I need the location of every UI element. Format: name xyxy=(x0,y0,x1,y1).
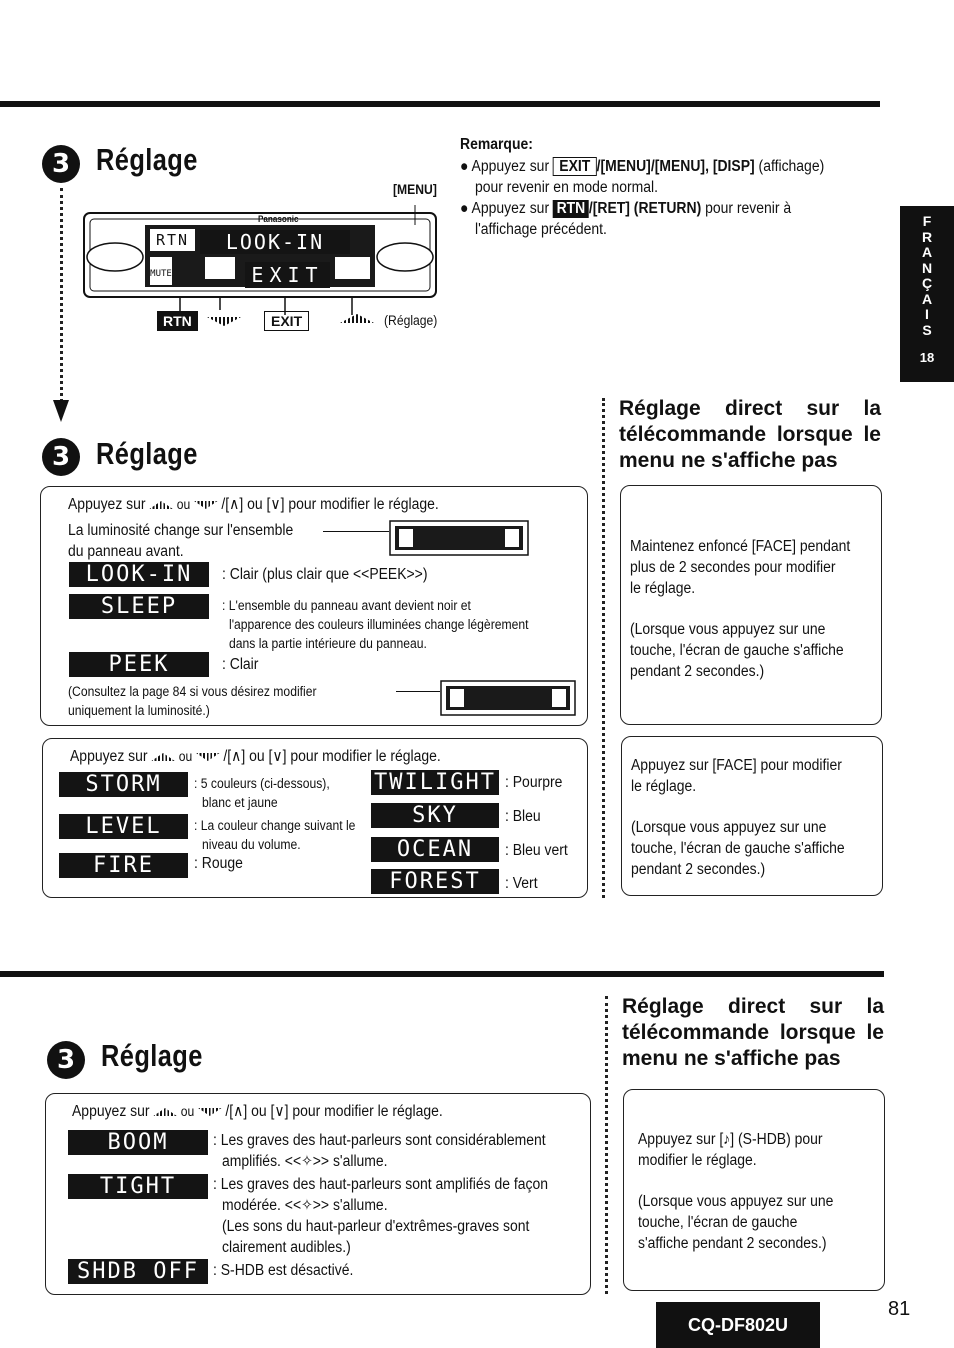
menu-label: [MENU] xyxy=(393,182,437,197)
side-tab-letter: R xyxy=(921,228,933,245)
storm-desc-2: blanc et jaune xyxy=(202,795,278,810)
intro-b: ou xyxy=(176,497,191,512)
display-brand: Panasonic xyxy=(258,214,299,224)
up-button-icon xyxy=(151,753,174,761)
remote-heading-line-3: menu ne s'affiche pas xyxy=(619,449,838,472)
note-line-2: uniquement la luminosité.) xyxy=(68,703,210,718)
remarque-bullet-1 xyxy=(460,156,824,177)
exit-button-label: EXIT xyxy=(264,311,309,331)
section-title: Réglage xyxy=(101,1038,203,1073)
intro-c: /[∧] ou [∨] pour modifier le réglage. xyxy=(221,496,439,513)
sleep-desc-3: dans la partie intérieure du panneau. xyxy=(229,636,427,651)
mode-sky: SKY xyxy=(371,803,499,828)
mode-tight: TIGHT xyxy=(68,1174,208,1199)
storm-desc-1: : 5 couleurs (ci-dessous), xyxy=(194,776,330,791)
mode-sleep: SLEEP xyxy=(69,594,209,619)
peek-desc: : Clair xyxy=(222,656,259,673)
remote-box-1 xyxy=(620,485,882,725)
remarque-bullet-1-line2: pour revenir en mode normal. xyxy=(475,179,658,196)
remote-heading-2-line-1: Réglage direct sur la xyxy=(622,995,884,1018)
up-button-icon xyxy=(153,1108,176,1116)
rtn-button-label: RTN xyxy=(157,311,198,331)
b2-post: pour revenir à xyxy=(705,200,792,217)
shdb-intro xyxy=(72,1101,443,1122)
intro-a: Appuyez sur xyxy=(72,1103,150,1120)
r1-p2-l3: pendant 2 secondes.) xyxy=(630,663,765,680)
side-tab-letter: A xyxy=(921,290,933,307)
level-desc-1: : La couleur change suivant le xyxy=(194,818,356,833)
step-number-badge: 3 xyxy=(42,145,80,183)
boom-desc-2: amplifiés. <<✧>> s'allume. xyxy=(222,1153,388,1170)
exit-key: EXIT xyxy=(553,157,597,176)
fire-desc: : Rouge xyxy=(194,855,243,872)
r1b2-p2-l1: (Lorsque vous appuyez sur une xyxy=(631,819,827,836)
shdb-off-desc: : S-HDB est désactivé. xyxy=(213,1262,354,1279)
bullet-icon: ● xyxy=(460,200,469,217)
mode-peek: PEEK xyxy=(69,652,209,677)
section-title: Réglage xyxy=(96,436,198,471)
r1b2-p2-l2: touche, l'écran de gauche s'affiche xyxy=(631,840,845,857)
box1-intro xyxy=(68,494,439,515)
sky-desc: : Bleu xyxy=(505,808,541,825)
step-number-badge: 3 xyxy=(42,438,80,476)
forest-desc: : Vert xyxy=(505,875,538,892)
r2-p1-l2: modifier le réglage. xyxy=(638,1152,757,1169)
language-side-tab xyxy=(900,206,954,382)
r2-p1-l1: Appuyez sur [♪] (S-HDB) pour xyxy=(638,1131,823,1148)
intro-a: Appuyez sur xyxy=(70,748,148,765)
display-main-text: LOOK-IN xyxy=(200,230,350,254)
dotted-connector xyxy=(60,188,63,402)
side-tab-page: 18 xyxy=(919,350,935,365)
tight-desc-3: (Les sons du haut-parleur d'extrêmes-graves sont xyxy=(222,1218,530,1235)
leader-line xyxy=(323,531,389,532)
remote-heading-line-2: télécommande lorsque le xyxy=(619,423,881,446)
intro-c: /[∧] ou [∨] pour modifier le réglage. xyxy=(223,748,441,765)
ocean-desc: : Bleu vert xyxy=(505,842,568,859)
mode-level: LEVEL xyxy=(59,814,188,839)
side-tab-letter: I xyxy=(925,306,929,322)
mini-display-icon xyxy=(440,680,576,716)
remote-heading-line-1: Réglage direct sur la xyxy=(619,397,881,420)
mode-fire: FIRE xyxy=(59,853,188,878)
remarque-bullet-2 xyxy=(460,198,791,219)
r1-p2-l2: touche, l'écran de gauche s'affiche xyxy=(630,642,844,659)
down-button-icon xyxy=(198,1108,221,1116)
column-divider xyxy=(605,996,608,1294)
b1-post: (affichage) xyxy=(758,158,825,175)
remote-box-3 xyxy=(623,1089,885,1291)
mode-boom: BOOM xyxy=(68,1130,208,1155)
down-button-icon xyxy=(196,753,219,761)
display-rtn: RTN xyxy=(150,230,195,250)
luminosity-line-2: du panneau avant. xyxy=(68,543,184,560)
top-rule xyxy=(0,101,880,107)
twilight-desc: : Pourpre xyxy=(505,774,563,791)
remote-heading-2-line-3: menu ne s'affiche pas xyxy=(622,1047,841,1070)
intro-b: ou xyxy=(178,749,193,764)
b1-pre: Appuyez sur xyxy=(471,158,550,175)
note-line-1: (Consultez la page 84 si vous désirez modifier xyxy=(68,684,317,699)
leader-line xyxy=(396,691,440,692)
arrow-down-icon xyxy=(53,400,69,422)
side-tab-letter: S xyxy=(922,321,932,338)
mode-twilight: TWILIGHT xyxy=(371,770,499,795)
r1-p2-l1: (Lorsque vous appuyez sur une xyxy=(630,621,826,638)
r2-p2-l2: touche, l'écran de gauche xyxy=(638,1214,798,1231)
r1-p1-l3: le réglage. xyxy=(630,580,696,597)
level-desc-2: niveau du volume. xyxy=(202,837,301,852)
side-tab-letter: Ç xyxy=(921,275,933,291)
display-mute: MUTE xyxy=(150,266,172,282)
r1b2-p1-l1: Appuyez sur [FACE] pour modifier xyxy=(631,757,842,774)
down-button-icon xyxy=(194,501,217,509)
remote-heading-2-line-2: télécommande lorsque le xyxy=(622,1021,884,1044)
section-title: Réglage xyxy=(96,142,198,177)
b2-keys: /[RET] (RETURN) xyxy=(588,200,702,217)
mini-display-icon xyxy=(389,520,529,556)
r1-p1-l1: Maintenez enfoncé [FACE] pendant xyxy=(630,538,851,555)
middle-rule xyxy=(0,971,884,977)
side-tab-letter: N xyxy=(921,259,933,276)
sleep-desc-1: : L'ensemble du panneau avant devient noir et xyxy=(222,598,471,613)
up-button-icon xyxy=(149,501,172,509)
r2-p2-l3: s'affiche pendant 2 secondes.) xyxy=(638,1235,827,1252)
look-in-desc: : Clair (plus clair que <<PEEK>>) xyxy=(222,566,428,583)
box2-intro xyxy=(70,746,441,767)
intro-a: Appuyez sur xyxy=(68,496,146,513)
tight-desc-1: : Les graves des haut-parleurs sont amplifiés de façon xyxy=(213,1176,548,1193)
side-tab-letter: A xyxy=(921,244,933,260)
step-number-badge: 3 xyxy=(47,1041,85,1079)
bullet-icon: ● xyxy=(460,158,469,175)
boom-desc-1: : Les graves des haut-parleurs sont considérablement xyxy=(213,1132,546,1149)
mode-look-in: LOOK-IN xyxy=(69,562,209,587)
remarque-bullet-2-line2: l'affichage précédent. xyxy=(475,221,607,238)
luminosity-line-1: La luminosité change sur l'ensemble xyxy=(68,522,294,539)
tight-desc-2: modérée. <<✧>> s'allume. xyxy=(222,1197,388,1214)
mode-shdb-off: SHDB OFF xyxy=(68,1259,208,1284)
side-tab-letter: F xyxy=(922,213,932,229)
sleep-desc-2: l'apparence des couleurs illuminées change légèrement xyxy=(229,617,529,632)
reglage-label: (Réglage) xyxy=(384,313,438,328)
column-divider xyxy=(602,398,605,898)
r1b2-p2-l3: pendant 2 secondes.) xyxy=(631,861,766,878)
intro-b: ou xyxy=(180,1104,195,1119)
b2-pre: Appuyez sur xyxy=(471,200,550,217)
r2-p2-l1: (Lorsque vous appuyez sur une xyxy=(638,1193,834,1210)
mode-storm: STORM xyxy=(59,772,188,797)
page-number: 81 xyxy=(888,1298,911,1320)
mode-forest: FOREST xyxy=(371,869,499,894)
intro-c: /[∧] ou [∨] pour modifier le réglage. xyxy=(225,1103,443,1120)
r1b2-p1-l2: le réglage. xyxy=(631,778,697,795)
mode-ocean: OCEAN xyxy=(371,837,499,862)
b1-keys: /[MENU]/[MENU], [DISP] xyxy=(596,158,755,175)
tight-desc-4: clairement audibles.) xyxy=(222,1239,351,1256)
remarque-title: Remarque: xyxy=(460,136,533,153)
display-exit-text: EXIT xyxy=(245,262,330,288)
model-badge: CQ-DF802U xyxy=(656,1302,820,1348)
rtn-key: RTN xyxy=(553,200,589,218)
r1-p1-l2: plus de 2 secondes pour modifier xyxy=(630,559,836,576)
